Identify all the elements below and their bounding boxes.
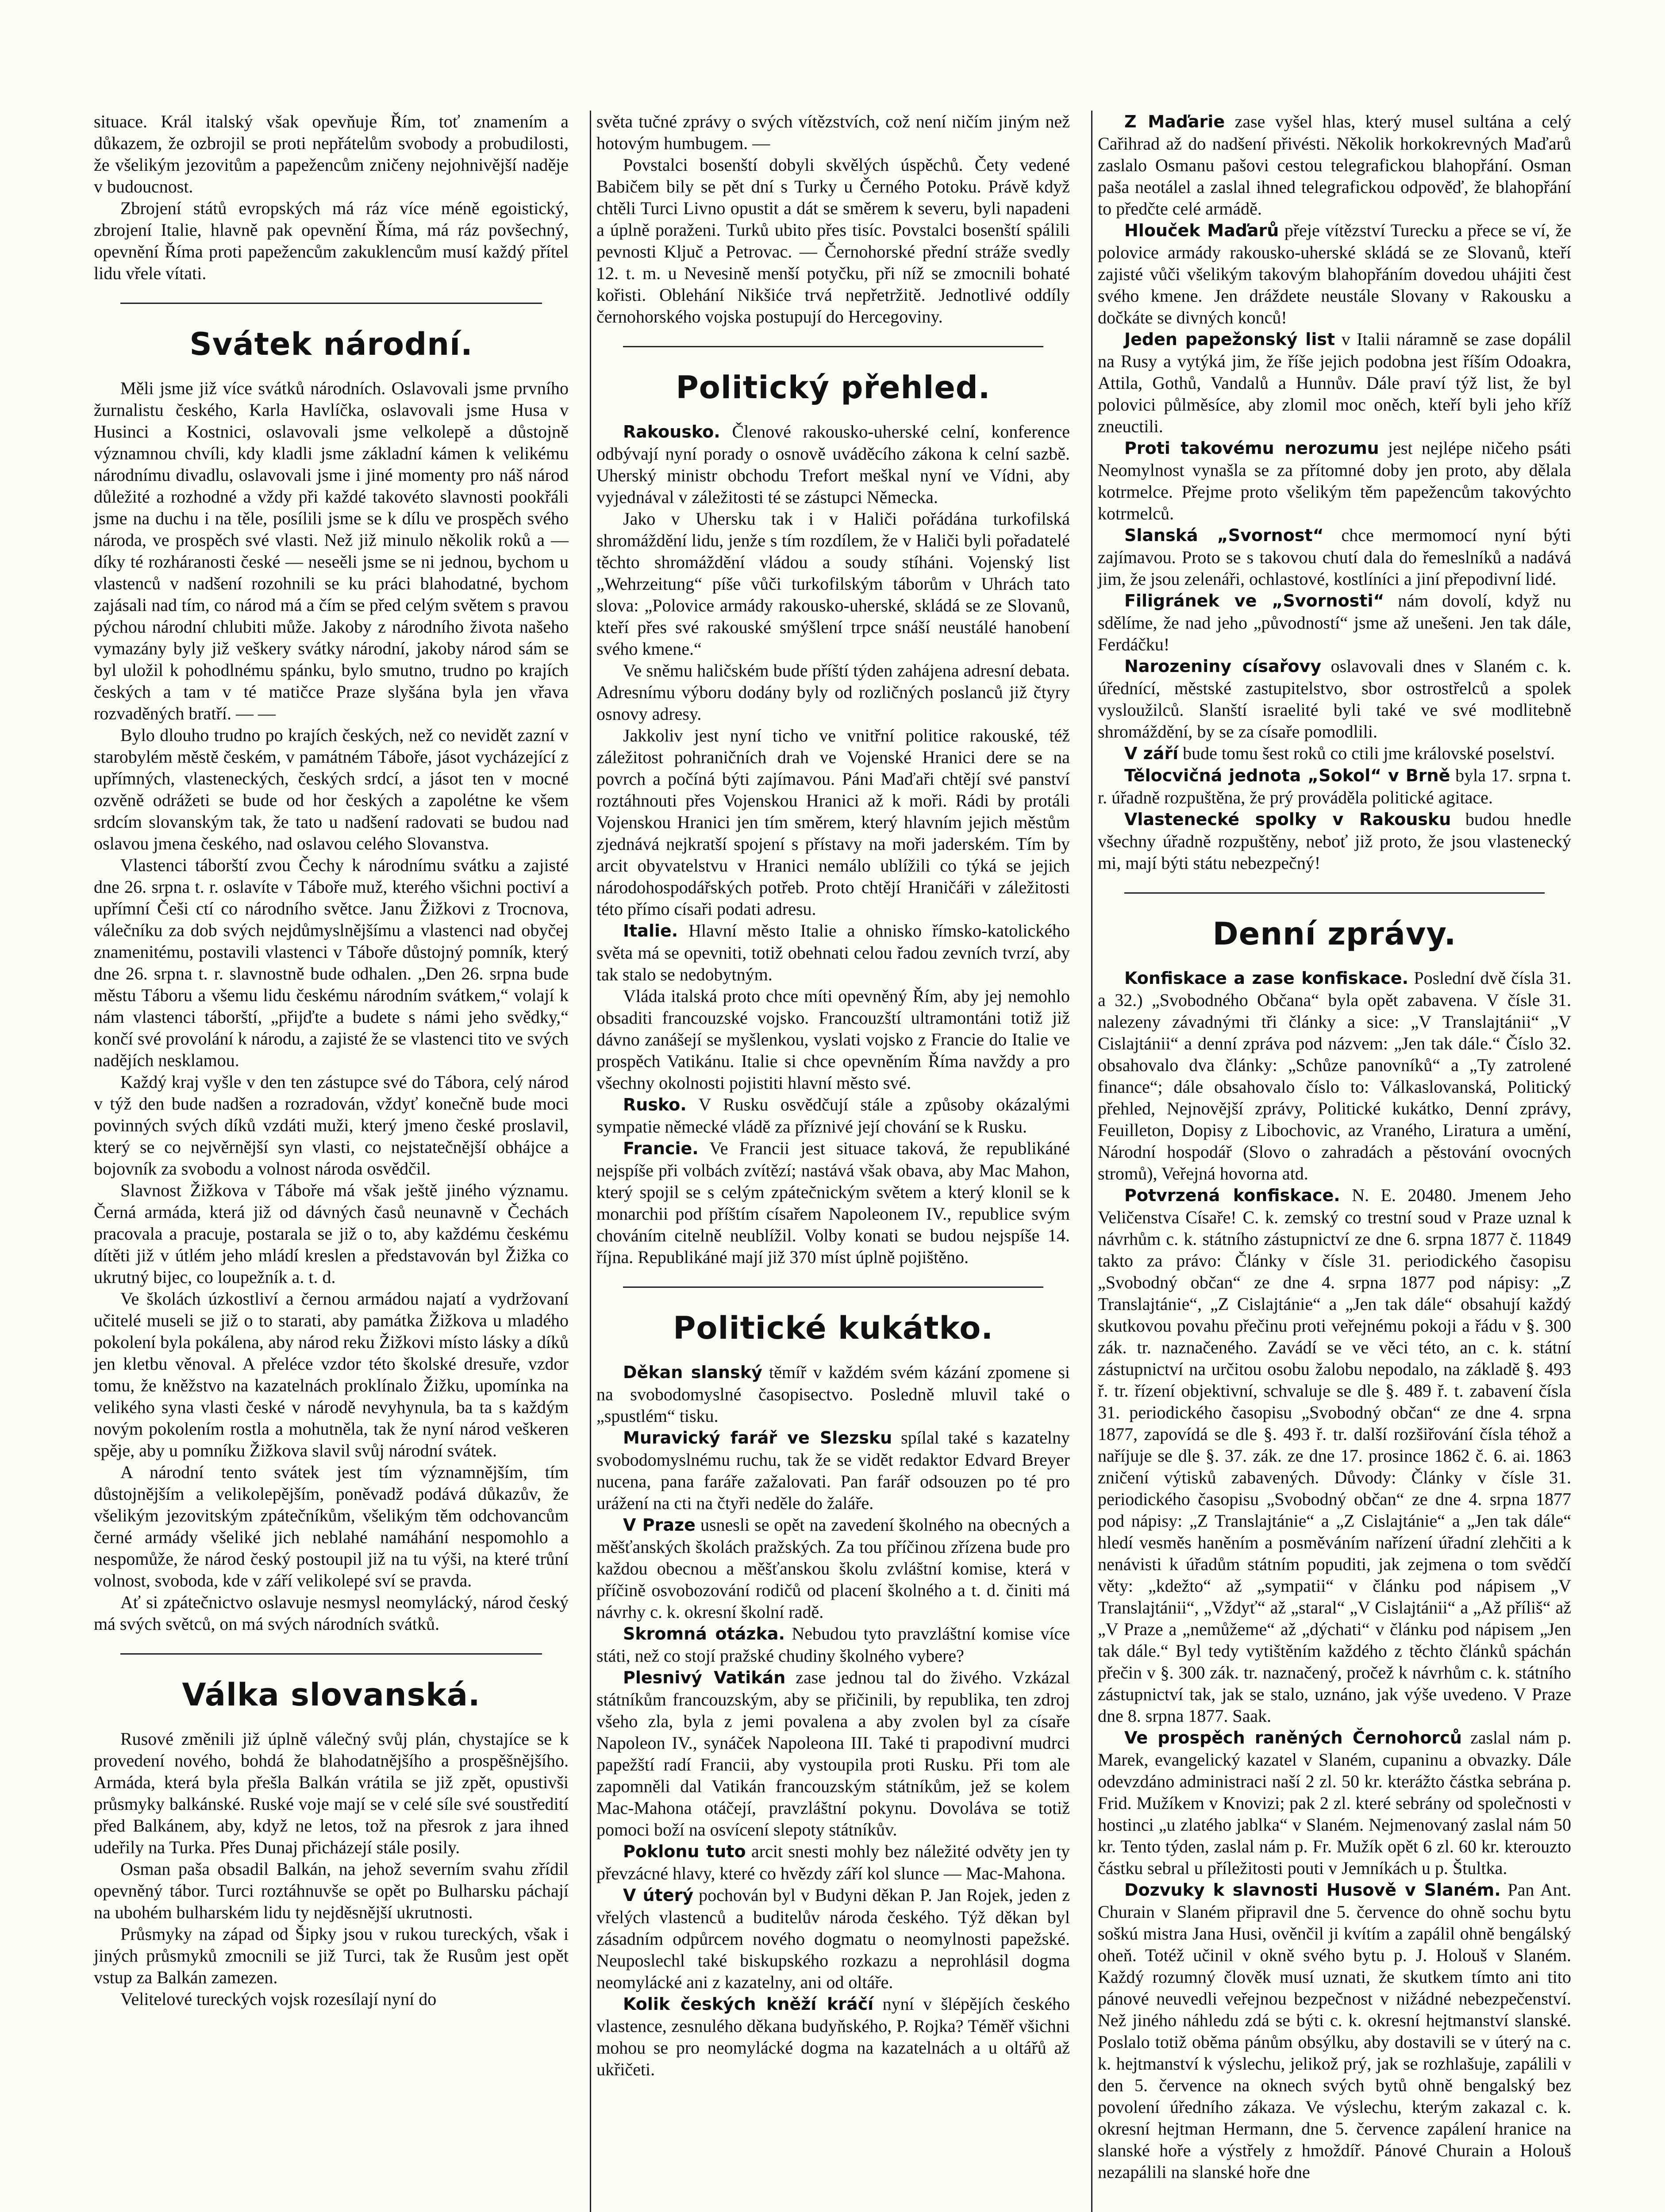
- article-paragraph: [1098, 590, 1571, 655]
- column-right: [1091, 111, 1577, 2212]
- paragraph-text: zaslal nám p. Marek, evangelický kazatel v Slaném, cupaninu a obvazky. Dále odevzdáno administraci naší 2 zl. 50 kr. kterážto částka sebrána p. Frid. Mužíkem v Knovizi; pak 2 zl. které sebrány od společnosti v hostinci „u zlatého jablka“ v Slaném. Nejmenovaný zaslal nám 50 kr. Tento týden, zaslal nám p. Fr. Mužík opět 6 zl. 60 kr. kterouzto částku sebral u příležitosti pouti v Jemníkách u p. Štultka.: [1098, 1728, 1572, 1878]
- section-heading: Politické kukátko.: [673, 1310, 993, 1346]
- paragraph-text: chce mermomocí nyní býti zajímavou. Proto se s takovou chutí dala do řemeslníků a nadává jim, že jsou zelenáři, ochlastové, kostlíníci a jiní přepodivní lidé.: [1098, 525, 1571, 589]
- paragraph-text: v Italii náramně se zase dopálil na Rusy a vytýká jim, že říše jejich podobna jest říším Odoakra, Attila, Gothů, Vandalů a Hunnův. Dále praví týž list, že byl polovici půlměsíce, aby zlomil moc oněch, kteří byli jeho kříž zneuctili.: [1098, 329, 1571, 436]
- paragraph-lead: Z Maďarie: [1124, 112, 1225, 131]
- article-paragraph: [94, 197, 569, 284]
- paragraph-lead: Italie.: [623, 921, 678, 941]
- article-paragraph: [94, 854, 569, 1071]
- paragraph-text: Osman paša obsadil Balkán, na jehož severním svahu zřídil opevněný tábor. Turci roztáhnuvše se opět po Bulharsku páchají na ubohém bulharském lidu ty nejděsnější ukrutnosti.: [94, 1859, 569, 1922]
- paragraph-text: Průsmyky na západ od Šipky jsou v rukou tureckých, však i jiných průsmyků zmocnili se již Turci, tak že Rusům jest opět vstup za Balkán zamezen.: [94, 1924, 569, 1987]
- paragraph-text: pochován byl v Budyni děkan P. Jan Rojek, jeden z vřelých vlastenců a buditelův národa českého. Týž děkan byl zásadním odpůrcem nového dogmatu o neomylnosti papežské. Neuposlechl také biskupského rozkazu a neprohlásil dogma neomylácké ani z kazatelny, ani od oltáře.: [596, 1885, 1070, 1992]
- paragraph-text: zase vyšel hlas, který musel sultána a celý Cařihrad až do nadšení přivésti. Několik horkokrevných Maďarů zaslalo Osmanu pašovi cestou telegrafickou blahopřání. Osman paša neotálel a zaslal ihned telegrafickou odpověď, že blahopřání to předčte celé armádě.: [1098, 111, 1572, 219]
- article-paragraph: [596, 1137, 1070, 1268]
- article-paragraph: [1098, 764, 1571, 808]
- paragraph-text: Bylo dlouho trudno po krajích českých, než co nevidět zazní v starobylém městě českém, v památném Táboře, jásot vycházející z upřímných, vlasteneckých, českých srdcí, a jásot ten v mocné ozvěně odrážeti se bude od hor českých a zapolétne ke všem srdcím slovanským tak, že tato u nadšení radovati se budou nad oslavou jmena českého, nad oslavou celého Slovanstva.: [94, 725, 569, 853]
- article-paragraph: [1098, 1727, 1571, 1879]
- paragraph-text: Ať si zpátečnictvo oslavuje nesmysl neomylácký, národ český má svých světců, on má svých národních svátků.: [94, 1592, 569, 1634]
- paragraph-lead: Filigránek ve „Svornosti“: [1124, 591, 1384, 611]
- paragraph-text: budou hnedle všechny úřadně rozpuštěny, neboť již proto, že jsou vlastenecký mi, mají býti státu nebezpečný!: [1098, 809, 1571, 873]
- paragraph-lead: Proti takovému nerozumu: [1124, 438, 1379, 458]
- paragraph-text: Zbrojení států evropských má ráz více méně egoistický, zbrojení Italie, hlavně pak opevnění Říma, má ráz povšechný, opevnění Říma proti papežencům zakuklencům musí každý přítel lidu vřele vítati.: [94, 198, 569, 283]
- paragraph-text: Vlastenci táborští zvou Čechy k národnímu svátku a zajisté dne 26. srpna t. r. oslavíte v Táboře muž, kterého všichni poctiví a upřímní Češi ctí co národního světce. Janu Žižkovi z Trocnova, válečníku za dob svých nejdůmyslnějšímu a vlastenci nad obyčej znamenitému, postavili vlastenci v Táboře důstojný pomník, který dne 26. srpna t. r. slavnostně bude odhalen. „Den 26. srpna bude městu Táboru a všemu lidu českému národním svátkem,“ volají k nám vlastenci táborští, „přijďte a budete s námi jeho svědky,“ končí své provolání k národu, a zajisté že se vlastenci tito ve svých nadějích nesklamou.: [94, 855, 569, 1070]
- article-paragraph: [1098, 524, 1571, 590]
- paragraph-text: A národní tento svátek jest tím významnějším, tím důstojnějším a velikolepějším, poněvadž podává důkazův, že všelikým jezovitským zpátečníkům, všelikým těm odchovancům černé armády všeliké jich neblahé namáhání nespomohlo a nespomůže, že národ český postoupil již na tu výši, na které trůní volnost, svoboda, kde v září velikolepé sví se pravda.: [94, 1462, 569, 1590]
- paragraph-text: Ve školách úzkostliví a černou armádou najatí a vydržovaní učitelé museli se již o to starati, aby památka Žižkova u mladého pokolení byla pokálena, aby národ reku Žižkovi místo lásky a díků jen kletbu věnoval. A přeléce vzdor této školské dresuře, vzdor tomu, že kněžstvo na kazatelnách proklínalo Žižku, upomínka na velikého syna vlasti české v národě nevyhynula, ba ta s každým novým pokolením rostla a mohutněla, tak že nyní národ veškeren spěje, aby u pomníku Žižkova slavil svůj národní svátek.: [94, 1289, 569, 1460]
- paragraph-lead: V úterý: [623, 1886, 694, 1905]
- article-paragraph: [1098, 328, 1571, 437]
- paragraph-text: Rusové změnili již úplně válečný svůj plán, chystajíce se k provedení nového, bohdá že blahodatnějšího a prospěšnějšího. Armáda, která byla přešla Balkán vrátila se již zpět, opustivši průsmyky balkánské. Ruské voje mají se v celé síle své soustředití před Balkánem, aby, když ne letos, tož na přesrok z jara ihned udeřily na Turka. Přes Dunaj přicházejí stále posily.: [94, 1729, 569, 1857]
- paragraph-lead: Rakousko.: [623, 422, 720, 442]
- section-divider: [120, 303, 542, 304]
- article-paragraph: [596, 1623, 1070, 1667]
- paragraph-text: oslavovali dnes v Slaném c. k. úřednící, městské zastupitelstvo, sbor ostrostřelců a spolek vysloužilců. Slanští israelité byli také ve své modlitebně shromáždění, by se za císaře pomodlili.: [1098, 656, 1572, 741]
- paragraph-lead: Jeden papežonský list: [1124, 330, 1335, 349]
- section-divider: [1124, 892, 1545, 894]
- article-paragraph: [596, 421, 1070, 508]
- section-divider: [120, 1653, 542, 1655]
- section-heading: Svátek národní.: [189, 326, 473, 362]
- section-heading: Denní zprávy.: [1212, 916, 1457, 952]
- paragraph-text: V Rusku osvědčují stále a způsoby okázalými sympatie německé vládě za příznivé její chování se k Rusku.: [596, 1094, 1070, 1137]
- paragraph-lead: Slanská „Svornost“: [1124, 526, 1324, 545]
- article-paragraph: [596, 1667, 1070, 1840]
- paragraph-text: usnesli se opět na zavedení školného na obecných a měšťanských školách pražských. Za tou příčinou zřízena bude pro každou obecnou a měšťanskou školu zvláštní komise, která v příčině osvobozování rodičů od placení školného a t. d. činiti má návrhy c. k. okresní školní radě.: [596, 1515, 1070, 1622]
- article-paragraph: [596, 660, 1070, 725]
- article-paragraph: [94, 1288, 569, 1461]
- article-paragraph: [94, 111, 569, 197]
- article-paragraph: [1098, 1879, 1571, 2183]
- paragraph-lead: Konfiskace a zase konfiskace.: [1124, 968, 1409, 988]
- article-paragraph: [1098, 742, 1571, 764]
- paragraph-text: bude tomu šest roků co ctili jme královské poselství.: [1178, 743, 1555, 763]
- article-paragraph: [1098, 111, 1571, 219]
- paragraph-text: jest nejlépe ničeho psáti Neomylnost vynašla se za přítomné doby jen proto, aby dělala kotrmelce. Přejme proto všelikým těm papežencům takovýchto kotrmelců.: [1098, 438, 1571, 523]
- paragraph-text: Povstalci bosenští dobyli skvělých úspěchů. Čety vedené Babičem bily se pět dní s Turky u Černého Potoku. Právě když chtěli Turci Livno opustit a dát se směrem k severu, byli napadeni a úplně poraženi. Turků ubito přes tisíc. Povstalci bosenští spálili pevnosti Ključ a Petrovac. — Černohorské přední stráže svedly 12. t. m. u Nevesině menší potyčku, při níž se zmocnili bohaté kořisti. Oblehání Nikšiće trvá nepřetržitě. Jednotlivé oddíly černohorského vojska postupují do Hercegoviny.: [596, 155, 1070, 326]
- article-paragraph: [596, 985, 1070, 1094]
- article-paragraph: [596, 1094, 1070, 1137]
- article-paragraph: [94, 1461, 569, 1591]
- page-columns: [88, 111, 1577, 2212]
- paragraph-text: nyní v šlépějích českého vlastence, zesnulého děkana budyňského, P. Rojka? Téměř všichni mohou se pro neomylácké dogma na kazatelnách a u oltářů až ukřičeti.: [596, 1994, 1070, 2079]
- article-paragraph: [1098, 967, 1571, 1184]
- paragraph-lead: Potvrzená konfiskace.: [1124, 1186, 1340, 1205]
- paragraph-lead: Narozeniny císařovy: [1124, 657, 1322, 676]
- paragraph-text: Jakkoliv jest nyní ticho ve vnitřní politice rakouské, též záležitost pohraničních drah ve Vojenské Hranici dere se na povrch a počíná býti zajímavou. Páni Maďaři chtějí své panství roztáhnouti přes Vojenskou Hranici až k moři. Rádi by protáli Vojenskou Hranici jen tím směrem, který hlavním jejich městům zjednává nejkratší spojení s přístavy na moři jaderském. Tím by arcit obyvatelstvu v Hranici nemálo ublížili co týká se jejich národohospodářských potřeb. Proto chtějí Hraničáři v záležitosti této přímo císaři podati adresu.: [596, 726, 1070, 919]
- paragraph-text: Slavnost Žižkova v Táboře má však ještě jiného významu. Černá armáda, která již od dávných časů neunavně v Čechách pracovala a pracuje, postarala se již o to, aby každému českému dítěti již v útlém jeho mládí kreslen a představován byl Žižka co ukrutný bijec, co loupežník a. t. d.: [94, 1180, 569, 1287]
- article-paragraph: [596, 1427, 1070, 1514]
- article-paragraph: [94, 724, 569, 854]
- article-paragraph: [94, 1988, 569, 2010]
- paragraph-text: situace. Král italský však opevňuje Řím, toť znamením a důkazem, že ozbrojil se proti nepřátelům svobody a probudilosti, že všelikým jezovitům a papežencům zničeny nejohnivější naděje v budoucnost.: [94, 111, 569, 196]
- article-paragraph: [596, 920, 1070, 985]
- paragraph-lead: Kolik českých kněží kráčí: [623, 1994, 874, 2014]
- article-paragraph: [1098, 808, 1571, 874]
- column-middle: [590, 111, 1075, 2212]
- paragraph-text: Velitelové tureckých vojsk rozesílají nyní do: [120, 1989, 437, 2009]
- paragraph-text: Nebudou tyto pravzláštní komise více státi, než co stojí pražské chudiny školného vybere?: [596, 1624, 1070, 1666]
- article-paragraph: [94, 1728, 569, 1858]
- paragraph-text: těmíř v každém svém kázání zpomene si na svobodomyslné časopisectvo. Posledně mluvil také o „spustlém“ tisku.: [596, 1362, 1070, 1426]
- paragraph-text: arcit snesti mohly bez náležité odvěty jen ty převzácné hlavy, které co hvězdy září kol slunce — Mac-Mahona.: [596, 1841, 1070, 1883]
- article-paragraph: [596, 508, 1070, 660]
- article-paragraph: [596, 1840, 1070, 1884]
- paragraph-text: Ve Francii jest situace taková, že republikáné nejspíše při volbách zvítězí; nastává však obava, aby Mac Mahon, který spojil se s celým zpátečnickým světem a který klonil se k monarchii pod příštím císařem Napoleonem IV., republice svým chováním citelně neublížil. Volby konati se budou nejspíše 14. října. Republikáné mají již 370 míst úplně pojištěno.: [596, 1138, 1070, 1267]
- paragraph-text: byla 17. srpna t. r. úřadně rozpuštěna, že prý prováděla politické agitace.: [1098, 765, 1571, 807]
- paragraph-lead: Plesnivý Vatikán: [623, 1668, 786, 1687]
- section-heading: Politický přehled.: [676, 369, 991, 406]
- paragraph-text: N. E. 20480. Jmenem Jeho Veličenstva Císaře! C. k. zemský co trestní soud v Praze uznal k návrhům c. k. státního zástupnictví ze dne 6. srpna 1877 č. 11849 takto za právo: Články v čísle 31. periodického časopisu „Svobodný občan“ ze dne 4. srpna 1877 pod nápisy: „Z Translajtánie“, „Z Cislajtánie“ a „Jen tak dále“ obsahují každý skutkovou povahu přečinu proti veřejnému pokoji a řádu v §. 300 zák. tr. naznačeného. Zavádí se ve věci této, an c. k. státní zástupnictví na určitou osobu žalobu nepodalo, na základě §. 493 ř. tr. řízení objektivní, schvaluje se dle §. 489 ř. t. zabavení čísla 31. periodického časopisu „Svobodný občan“ ze dne 4. srpna 1877, zapovídá se dle §. 493 ř. tr. další rozšiřování čísla téhož a naříjuje se dle §. 37. zák. ze dne 17. prosince 1862 č. 6. ai. 1863 zničení výtisků zabavených. Důvody: Články v čísle 31. periodického časopisu „Svobodný občan“ ze dne 4. srpna 1877 pod nápisy: „Z Translajtánie“ a „Z Cislajtánie“ a „Jen tak dále“ hledí vesměs haněním a posměváním nařízení úřadní zlehčiti a k nenávisti k úřadům státním popuditi, jak zejmena o tom svědčí věty: „kdežto“ až „sympatii“ v článku pod nápisem „V Translajtánii“, „Vždyť“ až „staral“ „V Cislajtánii“ a „Až příliš“ až „V Praze a „nemůžeme“ až „dýchati“ v článku pod nápisem „Jen tak dále.“ Byl tedy vytištěním každého z těchto článků spáchán přečin v §. 300 zák. tr. naznačený, pročež k návrhům c. k. státního zástupnictví tak, jak se stalo, uznáno, jak výše uvedeno. V Praze dne 8. srpna 1877. Saak.: [1098, 1185, 1571, 1726]
- article-paragraph: [596, 154, 1070, 327]
- section-heading: Válka slovanská.: [182, 1677, 481, 1713]
- paragraph-lead: Francie.: [623, 1139, 699, 1158]
- paragraph-text: Hlavní město Italie a ohnisko římsko-katolického světa má se opevniti, totiž obehnati celou řadou zevních tvrzí, aby tak stalo se nedobytným.: [596, 921, 1070, 984]
- paragraph-text: Jako v Uhersku tak i v Haliči pořádána turkofilská shromáždění lidu, jenže s tím rozdílem, že v Haliči byli pořadatelé těchto shromáždění vládou a soudy stíháni. Vojenský list „Wehrzeitung“ píše vůči turkofilským táborům v Uhrách tato slova: „Polovice armády rakousko-uherské, skládá se ze Slovanů, kteří přes své rakouské smýšlení trpce snáší neustálé hanobení svého kmene.“: [596, 509, 1070, 659]
- paragraph-text: zase jednou tal do živého. Vzkázal státníkům francouzským, aby se přičinili, by republika, ten zdroj všeho zla, byla z jemi povalena a aby zvolen byl za císaře Napoleon IV., synáček Napoleona III. Také ti prapodivní mudrci papežští radí Francii, aby vystoupila proti Rusku. Při tom ale zapomněli dal Vatikán francouzským státníkům, jež se kolem Mac-Mahona otáčejí, pravzláštní pokynu. Dovoláva se totiž pomoci boží na osvícení slepoty státníkův.: [596, 1667, 1070, 1839]
- paragraph-lead: Muravický farář ve Slezsku: [623, 1428, 892, 1448]
- paragraph-text: nám dovolí, když nu sdělíme, že nad jeho „původností“ jsme až unešeni. Jen tak dále, Ferdáčku!: [1098, 591, 1571, 654]
- section-divider: [623, 1286, 1043, 1288]
- article-paragraph: [596, 1993, 1070, 2080]
- paragraph-text: přeje vítězství Turecku a přece se ví, že polovice armády rakousko-uherské skládá se ze Slovanů, kteří zajisté vůči všelikým takovým blahopřáním dovedou uhájiti čest svého kmene. Jen dráždete neustále Slovany v Rakousku a dočkáte se divných konců!: [1098, 220, 1571, 327]
- article-paragraph: [596, 111, 1070, 154]
- paragraph-text: Pan Ant. Churain v Slaném připravil dne 5. července do ohně sochu bytu soškú mistra Jana Husi, ověnčil ji kvítím a zapálil ohně bengálský oheň. Totéž učinil v okně svého bytu p. J. Holouš v Slaném. Každý rozumný člověk musí uznati, že skutkem tímto ani tito pánové neuvedli veřejnou bezpečnost v nižádné nebezpečenství. Než jiného náhledu zdá se býti c. k. okresní hejtmanství slanské. Poslalo totiž oběma pánům obsýlku, aby dostavili se v úterý na c. k. hejtmanství k výslechu, jelikož prý, jak se rozhlašuje, zapálili v den 5. července na oknech svých bytů ohně bengalský bez povolení úředního zákaza. Ve výslechu, kterým zakazal c. k. okresní hejtman Hermann, dne 5. července zapálení hranice na slanské hoře a výstřely z hmoždíř. Pánové Churain a Holouš nezapálili na slanské hoře dne: [1098, 1880, 1571, 2182]
- paragraph-lead: Skromná otázka.: [623, 1624, 785, 1644]
- paragraph-lead: Děkan slanský: [623, 1363, 762, 1382]
- article-paragraph: [94, 1179, 569, 1288]
- article-paragraph: [596, 1361, 1070, 1427]
- article-paragraph: [596, 725, 1070, 920]
- article-paragraph: [94, 1591, 569, 1635]
- paragraph-lead: V Praze: [623, 1515, 696, 1535]
- column-left: [88, 111, 574, 2212]
- article-paragraph: [94, 1071, 569, 1179]
- paragraph-text: Poslední dvě čísla 31. a 32.) „Svobodného Občana“ byla opět zabavena. V čísle 31. nalezeny závadnými tři články a sice: „V Translajtánii“ „V Cislajtánii“ a denní zpráva pod názvem: „Jen tak dále.“ Číslo 32. obsahovalo dva články: „Schůze panovníků“ a „Ty zatrolené finance“; dále obsahovalo číslo to: Válkaslovanská, Politický přehled, Nejnovější zprávy, Politické kukátko, Denní zprávy, Feuilleton, Dopisy z Libochovic, az Vraného, Liratura a umění, Národní hospodář (Slovo o zahradách a pěstování ovocných stromů), Veřejná hovorna atd.: [1098, 968, 1571, 1183]
- paragraph-text: Měli jsme již více svátků národních. Oslavovali jsme prvního žurnalistu českého, Karla Havlíčka, oslavovali jsme Husa v Husinci a Kostnici, oslavovali jsme velkolepě a důstojně významnou chvíli, kdy kladli jsme základní kámen k velikému národnímu divadlu, oslavovali jsme i jiné momenty pro náš národ důležité a rozhodné a vždy při každé takovéto slavnosti pookřáli jsme na duchu i na těle, posílili jsme se k dílu ve prospěch svého národa, ve prospěch své vlasti. Než již minulo několik roků a — díky té rozháranosti české — neseěli jsme se ni jednou, bychom u vlastenců v nadšení rozohnili se ku práci blahodatné, bychom zajásali nad tím, co národ má a čím se před celým světem s pravou pýchou národní chlubiti může. Jakoby z národního života našeho vymazány byly již veškery svátky národní, jakoby národ sám se byl uložil k pohodlnému spánku, bylo smutno, trudno po krajích českých a tam v té matičce Praze slyšána byla jen vřava rozvaděných bratří. — —: [94, 378, 569, 723]
- paragraph-lead: Rusko.: [623, 1095, 687, 1114]
- paragraph-lead: Hlouček Maďarů: [1124, 221, 1279, 240]
- paragraph-text: spílal také s kazatelny svobodomyslnému ruchu, tak že se vidět redaktor Edvard Breyer nucena, pana faráře zažalovati. Pan farář odsouzen po té pro urážení na cti na čtyři neděle do žaláře.: [596, 1428, 1070, 1513]
- paragraph-text: Členové rakousko-uherské celní, konference odbývají nyní porady o osnově uváděcího zákona k celní sazbě. Uherský ministr obchodu Trefort meškal nyní ve Vídni, aby vyjednával v záležitosti té se zástupci Německa.: [596, 422, 1070, 507]
- paragraph-lead: Poklonu tuto: [623, 1842, 746, 1861]
- paragraph-text: Každý kraj vyšle v den ten zástupce své do Tábora, celý národ v týž den bude nadšen a rozradován, vždyť konečně bude moci povinných svých díků vzdáti muži, který jmeno české proslavil, který se co nejvěrnější syn vlasti, co nejstatečnější obhájce a bojovník za svobodu a volnost národa osvědčil.: [94, 1072, 569, 1179]
- article-paragraph: [596, 1884, 1070, 1993]
- paragraph-text: Ve sněmu haličském bude příští týden zahájena adresní debata. Adresnímu výboru dodány byly od rozličných poslanců již čtyry osnovy adresy.: [596, 661, 1070, 724]
- article-paragraph: [1098, 437, 1571, 524]
- paragraph-lead: V září: [1124, 744, 1179, 763]
- article-paragraph: [1098, 219, 1571, 328]
- article-paragraph: [596, 1514, 1070, 1623]
- article-paragraph: [94, 377, 569, 724]
- article-paragraph: [94, 1858, 569, 1923]
- paragraph-text: Vláda italská proto chce míti opevněný Řím, aby jej nemohlo obsaditi francouzské vojsko. Francouzští ultramontáni totiž již dávno zanášejí se myšlenkou, vyslati vojsko z Francie do Italie ve prospěch Vatikánu. Italie si chce opevněním Říma navždy a pro všechny okolnosti pojistiti hlavní město své.: [596, 986, 1070, 1093]
- paragraph-text: světa tučné zprávy o svých vítězstvích, což není ničím jiným než hotovým humbugem. —: [596, 111, 1070, 153]
- article-paragraph: [94, 1923, 569, 1988]
- paragraph-lead: Ve prospěch raněných Černohorců: [1124, 1728, 1462, 1747]
- paragraph-lead: Vlastenecké spolky v Rakousku: [1124, 810, 1451, 829]
- section-divider: [623, 346, 1043, 347]
- article-paragraph: [1098, 655, 1571, 742]
- paragraph-lead: Dozvuky k slavnosti Husově v Slaném.: [1124, 1880, 1501, 1900]
- article-paragraph: [1098, 1184, 1571, 1727]
- paragraph-lead: Tělocvičná jednota „Sokol“ v Brně: [1124, 766, 1450, 785]
